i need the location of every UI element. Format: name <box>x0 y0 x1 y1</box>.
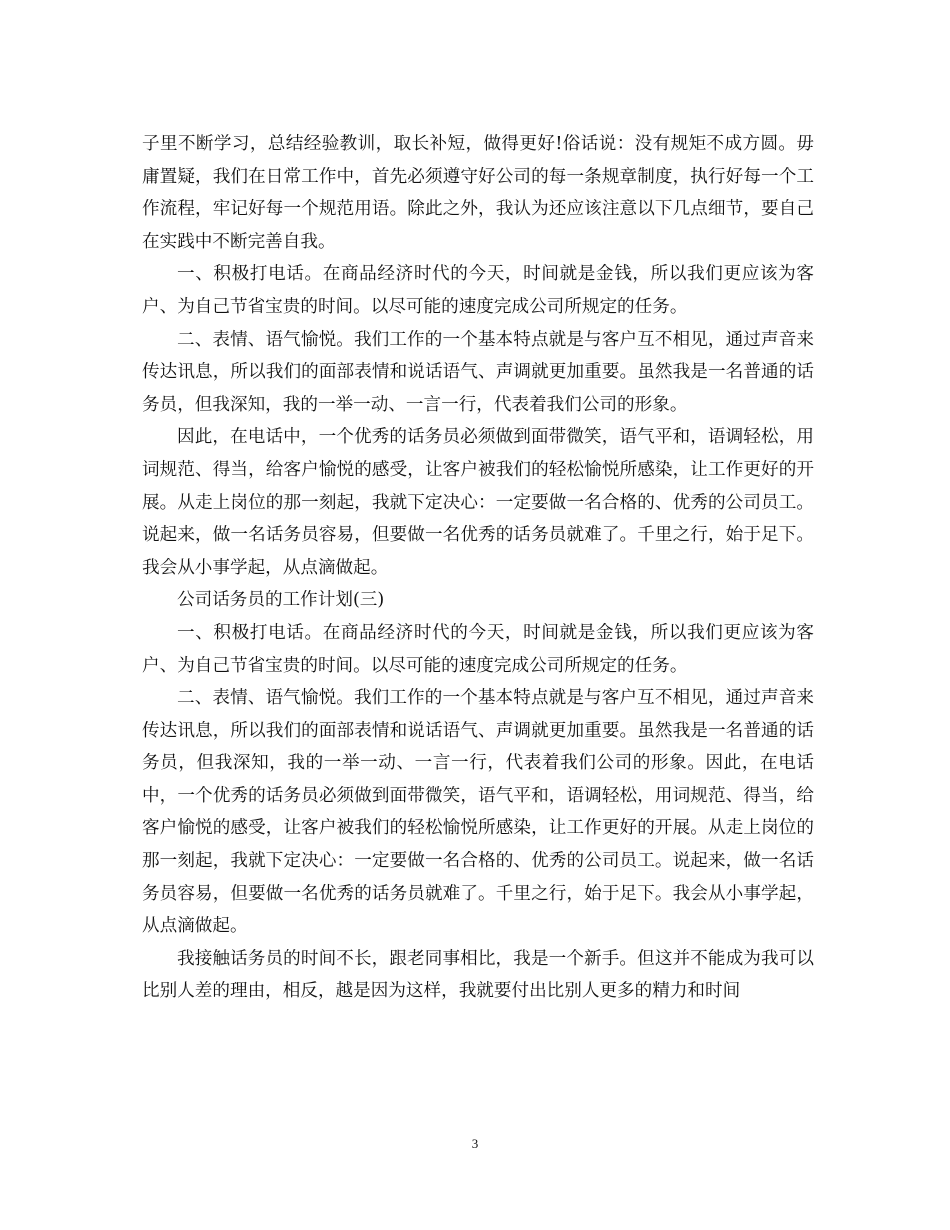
paragraph-1: 子里不断学习，总结经验教训，取长补短，做得更好!俗话说：没有规矩不成方圆。毋庸置疑，我们在日常工作中，首先必须遵守好公司的每一条规章制度，执行好每一个工作流程，牢记好每一个规范用语。除此之外，我认为还应该注意以下几点细节，要自己在实践中不断完善自我。 <box>142 134 814 252</box>
paragraph-3: 二、表情、语气愉悦。我们工作的一个基本特点就是与客户互不相见，通过声音来传达讯息，所以我们的面部表情和说话语气、声调就更加重要。虽然我是一名普通的话务员，但我深知，我的一举一动、一言一行，代表着我们公司的形象。 <box>142 329 814 415</box>
paragraph-4: 因此，在电话中，一个优秀的话务员必须做到面带微笑，语气平和，语调轻松，用词规范、得当，给客户愉悦的感受，让客户被我们的轻松愉悦所感染，让工作更好的开展。从走上岗位的那一刻起，我就下定决心：一定要做一名合格的、优秀的公司员工。说起来，做一名话务员容易，但要做一名优秀的话务员就难了。千里之行，始于足下。我会从小事学起，从点滴做起。 <box>142 427 814 578</box>
paragraph-7: 二、表情、语气愉悦。我们工作的一个基本特点就是与客户互不相见，通过声音来传达讯息，所以我们的面部表情和说话语气、声调就更加重要。虽然我是一名普通的话务员，但我深知，我的一举一动、一言一行，代表着我们公司的形象。因此，在电话中，一个优秀的话务员必须做到面带微笑，语气平和，语调轻松，用词规范、得当，给客户愉悦的感受，让客户被我们的轻松愉悦所感染，让工作更好的开展。从走上岗位的那一刻起，我就下定决心：一定要做一名合格的、优秀的公司员工。说起来，做一名话务员容易，但要做一名优秀的话务员就难了。千里之行，始于足下。我会从小事学起，从点滴做起。 <box>142 688 814 937</box>
paragraph-2: 一、积极打电话。在商品经济时代的今天，时间就是金钱，所以我们更应该为客户、为自己节省宝贵的时间。以尽可能的速度完成公司所规定的任务。 <box>142 264 814 317</box>
section-heading: 公司话务员的工作计划(三) <box>177 590 385 611</box>
page-number: 3 <box>471 1136 479 1151</box>
paragraph-6: 一、积极打电话。在商品经济时代的今天，时间就是金钱，所以我们更应该为客户、为自己节省宝贵的时间。以尽可能的速度完成公司所规定的任务。 <box>142 622 814 676</box>
document-body <box>142 128 814 1008</box>
paragraph-8: 我接触话务员的时间不长，跟老同事相比，我是一个新手。但这并不能成为我可以比别人差的理由，相反，越是因为这样，我就要付出比别人更多的精力和时间 <box>142 948 814 1002</box>
